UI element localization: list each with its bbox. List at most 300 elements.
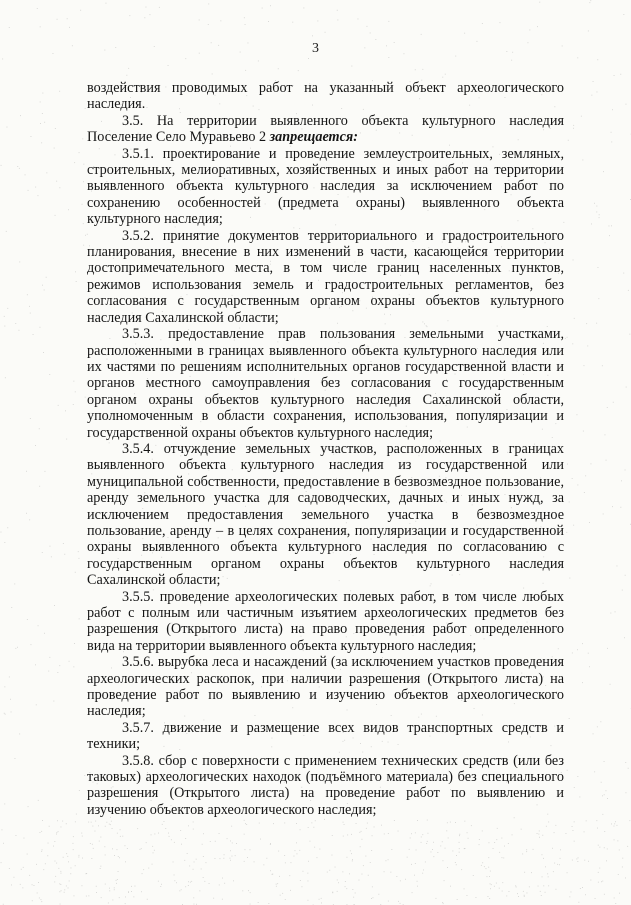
- scan-speck: [342, 871, 343, 872]
- scan-speck: [17, 647, 18, 648]
- scan-speck: [358, 19, 359, 20]
- scan-speck: [222, 899, 223, 900]
- scan-speck: [391, 849, 392, 850]
- scan-speck: [366, 828, 367, 829]
- scan-speck: [125, 845, 126, 846]
- scan-speck: [152, 864, 153, 865]
- scan-speck: [57, 820, 58, 821]
- scan-speck: [245, 823, 246, 824]
- scan-speck: [594, 771, 595, 772]
- scan-speck: [49, 657, 50, 658]
- scan-speck: [302, 886, 303, 887]
- scan-speck: [589, 522, 590, 523]
- scan-speck: [250, 892, 251, 893]
- scan-speck: [343, 822, 344, 823]
- scan-speck: [613, 402, 614, 403]
- scan-speck: [353, 897, 354, 898]
- scan-speck: [604, 761, 605, 762]
- scan-speck: [459, 842, 460, 843]
- scan-speck: [591, 463, 592, 464]
- scan-speck: [572, 343, 573, 344]
- scan-speck: [625, 762, 626, 763]
- scan-speck: [104, 846, 105, 847]
- scan-speck: [370, 862, 371, 863]
- scan-speck: [30, 418, 31, 419]
- scan-speck: [577, 414, 578, 415]
- scan-speck: [206, 862, 207, 863]
- scan-speck: [203, 877, 204, 878]
- scan-speck: [144, 17, 145, 18]
- scan-speck: [230, 850, 231, 851]
- scan-speck: [68, 209, 69, 210]
- scan-speck: [250, 904, 251, 905]
- scan-speck: [502, 882, 503, 883]
- scan-speck: [96, 886, 97, 887]
- scan-speck: [11, 885, 12, 886]
- scan-speck: [352, 861, 353, 862]
- scan-speck: [374, 827, 375, 828]
- scan-speck: [597, 92, 598, 93]
- scan-speck: [108, 903, 109, 904]
- scan-speck: [426, 843, 427, 844]
- scan-speck: [40, 832, 41, 833]
- scan-speck: [345, 881, 346, 882]
- scan-speck: [539, 2, 540, 3]
- scan-speck: [268, 21, 269, 22]
- scan-speck: [62, 821, 63, 822]
- scan-speck: [588, 653, 589, 654]
- scan-speck: [279, 876, 280, 877]
- scan-speck: [352, 889, 353, 890]
- scan-speck: [572, 478, 573, 479]
- scan-speck: [64, 554, 65, 555]
- scan-speck: [150, 14, 151, 15]
- scan-speck: [220, 858, 221, 859]
- scan-speck: [248, 890, 249, 891]
- scan-speck: [220, 20, 221, 21]
- scan-speck: [625, 878, 626, 879]
- scan-speck: [129, 15, 130, 16]
- scan-speck: [100, 866, 101, 867]
- scan-speck: [414, 875, 415, 876]
- scan-speck: [224, 883, 225, 884]
- scan-speck: [91, 822, 92, 823]
- scan-speck: [482, 831, 483, 832]
- scan-speck: [39, 898, 40, 899]
- scan-speck: [567, 337, 568, 338]
- scan-speck: [273, 823, 274, 824]
- paragraph-text: 3.5.2. принятие документов территориального и градостроительного планирования, внесение в них изменений в части, касающейся территории достопримечательного места, в том числе границ населенных пунктов, режимов использования земель и градостроительных регламентов, без согласования с государственным органом охраны объектов культурного наследия Сахалинской области;: [87, 227, 564, 326]
- scan-speck: [308, 881, 309, 882]
- scan-speck: [58, 868, 59, 869]
- scan-speck: [624, 637, 625, 638]
- scan-speck: [390, 872, 391, 873]
- scan-speck: [56, 181, 57, 182]
- scan-speck: [27, 294, 28, 295]
- scan-speck: [128, 892, 129, 893]
- scan-speck: [277, 883, 278, 884]
- scan-speck: [242, 890, 243, 891]
- scan-speck: [278, 851, 279, 852]
- scan-speck: [620, 74, 621, 75]
- scan-speck: [180, 830, 181, 831]
- scan-speck: [125, 897, 126, 898]
- paragraph-3-5-6: [87, 654, 564, 720]
- scan-speck: [626, 104, 627, 105]
- scan-speck: [126, 75, 127, 76]
- scan-speck: [42, 285, 43, 286]
- scan-speck: [582, 887, 583, 888]
- scan-speck: [82, 204, 83, 205]
- scan-speck: [604, 794, 605, 795]
- scan-speck: [542, 876, 543, 877]
- scan-speck: [85, 397, 86, 398]
- scan-speck: [598, 872, 599, 873]
- scan-speck: [604, 847, 605, 848]
- scan-speck: [303, 871, 304, 872]
- paragraph-3-5-5: [87, 589, 564, 655]
- paragraph-text: 3.5.7. движение и размещение всех видов транспортных средств и техники;: [87, 719, 564, 753]
- scan-speck: [461, 869, 462, 870]
- scan-speck: [105, 855, 106, 856]
- scan-speck: [600, 721, 601, 722]
- scan-speck: [36, 704, 37, 705]
- scan-speck: [143, 869, 144, 870]
- scan-speck: [490, 871, 491, 872]
- scan-speck: [294, 856, 295, 857]
- paragraph-3-5-3: [87, 326, 564, 441]
- paragraph-text: 3.5.5. проведение археологических полевых работ, в том числе любых работ с полным или частичным изъятием археологических предметов без разрешения (Открытого листа) на право проведения работ определенного вида на территории выявленного объекта культурного наследия;: [87, 588, 564, 654]
- scan-speck: [603, 171, 604, 172]
- scan-speck: [488, 867, 489, 868]
- scan-speck: [34, 885, 35, 886]
- scan-speck: [291, 862, 292, 863]
- scan-speck: [490, 888, 491, 889]
- scan-speck: [83, 164, 84, 165]
- scan-speck: [46, 172, 47, 173]
- scan-speck: [56, 863, 57, 864]
- scan-speck: [57, 19, 58, 20]
- scan-speck: [146, 7, 147, 8]
- scan-speck: [388, 21, 389, 22]
- scan-speck: [45, 471, 46, 472]
- scan-speck: [502, 891, 503, 892]
- scan-speck: [602, 365, 603, 366]
- scan-speck: [468, 838, 469, 839]
- scan-speck: [68, 888, 69, 889]
- scan-speck: [36, 864, 37, 865]
- scan-speck: [208, 24, 209, 25]
- scan-speck: [486, 868, 487, 869]
- scan-speck: [411, 864, 412, 865]
- scan-speck: [427, 841, 428, 842]
- scan-speck: [628, 768, 629, 769]
- scan-speck: [312, 35, 313, 36]
- scan-speck: [258, 902, 259, 903]
- scan-speck: [539, 831, 540, 832]
- scan-speck: [612, 506, 613, 507]
- scan-speck: [459, 834, 460, 835]
- scan-speck: [160, 886, 161, 887]
- scan-speck: [337, 891, 338, 892]
- scan-speck: [583, 431, 584, 432]
- scan-speck: [442, 841, 443, 842]
- scan-speck: [625, 575, 626, 576]
- scan-speck: [61, 827, 62, 828]
- scan-speck: [64, 892, 65, 893]
- scan-speck: [212, 74, 213, 75]
- scan-speck: [362, 874, 363, 875]
- scan-speck: [617, 825, 618, 826]
- scan-speck: [452, 851, 453, 852]
- scan-speck: [319, 899, 320, 900]
- scan-speck: [459, 852, 460, 853]
- scan-speck: [71, 868, 72, 869]
- scan-speck: [347, 835, 348, 836]
- scan-speck: [233, 880, 234, 881]
- scan-speck: [529, 886, 530, 887]
- scan-speck: [105, 826, 106, 827]
- scan-speck: [517, 893, 518, 894]
- scan-speck: [489, 898, 490, 899]
- scan-speck: [284, 855, 285, 856]
- scan-speck: [193, 897, 194, 898]
- scan-speck: [282, 893, 283, 894]
- scan-speck: [421, 842, 422, 843]
- scan-speck: [573, 128, 574, 129]
- scan-speck: [617, 840, 618, 841]
- scan-speck: [526, 849, 527, 850]
- scan-speck: [230, 858, 231, 859]
- scan-speck: [359, 880, 360, 881]
- scan-speck: [110, 824, 111, 825]
- scan-speck: [19, 262, 20, 263]
- scan-speck: [599, 847, 600, 848]
- scan-speck: [315, 820, 316, 821]
- scan-speck: [81, 833, 82, 834]
- scan-speck: [351, 66, 352, 67]
- scan-speck: [278, 68, 279, 69]
- scan-speck: [16, 835, 17, 836]
- scan-speck: [524, 872, 525, 873]
- scan-speck: [236, 843, 237, 844]
- scan-speck: [15, 758, 16, 759]
- scan-speck: [41, 901, 42, 902]
- scan-speck: [589, 2, 590, 3]
- scan-speck: [152, 846, 153, 847]
- scan-speck: [50, 546, 51, 547]
- scan-speck: [99, 841, 100, 842]
- scan-speck: [284, 823, 285, 824]
- scan-speck: [75, 821, 76, 822]
- scan-speck: [582, 160, 583, 161]
- scan-speck: [127, 848, 128, 849]
- scan-speck: [49, 374, 50, 375]
- scan-speck: [560, 849, 561, 850]
- scan-speck: [497, 828, 498, 829]
- scan-speck: [607, 407, 608, 408]
- scan-speck: [41, 831, 42, 832]
- scan-speck: [60, 904, 61, 905]
- scan-speck: [569, 578, 570, 579]
- scan-speck: [19, 734, 20, 735]
- scan-speck: [428, 833, 429, 834]
- scan-speck: [245, 70, 246, 71]
- scan-speck: [53, 701, 54, 702]
- scan-speck: [59, 665, 60, 666]
- scan-speck: [188, 881, 189, 882]
- scan-speck: [244, 834, 245, 835]
- scan-speck: [54, 841, 55, 842]
- scan-speck: [538, 834, 539, 835]
- scan-speck: [125, 903, 126, 904]
- scan-speck: [262, 8, 263, 9]
- scan-speck: [398, 831, 399, 832]
- scan-speck: [272, 874, 273, 875]
- scan-speck: [522, 854, 523, 855]
- scan-speck: [629, 820, 630, 821]
- scan-speck: [38, 800, 39, 801]
- scan-speck: [467, 895, 468, 896]
- scan-speck: [317, 857, 318, 858]
- scan-speck: [574, 318, 575, 319]
- scan-speck: [2, 829, 3, 830]
- scan-speck: [415, 832, 416, 833]
- scan-speck: [41, 851, 42, 852]
- scan-speck: [372, 835, 373, 836]
- scan-speck: [73, 404, 74, 405]
- scan-speck: [423, 870, 424, 871]
- scan-speck: [7, 127, 8, 128]
- scan-speck: [555, 825, 556, 826]
- scan-speck: [512, 834, 513, 835]
- scan-speck: [556, 889, 557, 890]
- scan-speck: [276, 886, 277, 887]
- scan-speck: [479, 844, 480, 845]
- scan-speck: [599, 217, 600, 218]
- scan-speck: [47, 855, 48, 856]
- scan-speck: [436, 898, 437, 899]
- scan-speck: [219, 885, 220, 886]
- scan-speck: [409, 849, 410, 850]
- scan-speck: [307, 873, 308, 874]
- scan-speck: [349, 873, 350, 874]
- scan-speck: [370, 33, 371, 34]
- scan-speck: [524, 896, 525, 897]
- scan-speck: [455, 822, 456, 823]
- scan-speck: [44, 122, 45, 123]
- scan-speck: [361, 831, 362, 832]
- prohibited-emphasis: запрещается:: [269, 129, 358, 146]
- scan-speck: [344, 824, 345, 825]
- scan-speck: [141, 848, 142, 849]
- scan-speck: [539, 837, 540, 838]
- scan-speck: [1, 862, 2, 863]
- scan-speck: [622, 590, 623, 591]
- scan-speck: [292, 22, 293, 23]
- scan-speck: [576, 859, 577, 860]
- paragraph-text: 3.5. На территории выявленного объекта культурного наследия Поселение Село Муравьево 2: [87, 112, 564, 146]
- scan-speck: [609, 235, 610, 236]
- scan-speck: [456, 855, 457, 856]
- scan-speck: [114, 889, 115, 890]
- scan-speck: [131, 891, 132, 892]
- scan-speck: [146, 842, 147, 843]
- scan-speck: [57, 672, 58, 673]
- scan-speck: [609, 226, 610, 227]
- scan-speck: [518, 896, 519, 897]
- scan-speck: [48, 671, 49, 672]
- scan-speck: [232, 856, 233, 857]
- scan-speck: [578, 857, 579, 858]
- scan-speck: [231, 826, 232, 827]
- scan-speck: [623, 14, 624, 15]
- scan-speck: [58, 405, 59, 406]
- scan-speck: [386, 860, 387, 861]
- scan-speck: [90, 843, 91, 844]
- scan-speck: [614, 898, 615, 899]
- scan-speck: [86, 896, 87, 897]
- scan-speck: [394, 820, 395, 821]
- scan-speck: [48, 843, 49, 844]
- scan-speck: [74, 643, 75, 644]
- scan-speck: [9, 27, 10, 28]
- scan-speck: [61, 890, 62, 891]
- scan-speck: [295, 850, 296, 851]
- scan-speck: [422, 834, 423, 835]
- scan-speck: [171, 839, 172, 840]
- scan-speck: [381, 825, 382, 826]
- scan-speck: [74, 162, 75, 163]
- scan-speck: [83, 223, 84, 224]
- scan-speck: [181, 844, 182, 845]
- scan-speck: [359, 832, 360, 833]
- scan-speck: [626, 387, 627, 388]
- scan-speck: [250, 849, 251, 850]
- scan-speck: [511, 60, 512, 61]
- scan-speck: [270, 843, 271, 844]
- scan-speck: [629, 334, 630, 335]
- scan-speck: [445, 74, 446, 75]
- scan-speck: [54, 148, 55, 149]
- scan-speck: [586, 820, 587, 821]
- scan-speck: [362, 839, 363, 840]
- scan-speck: [55, 128, 56, 129]
- scan-speck: [199, 890, 200, 891]
- scan-speck: [296, 842, 297, 843]
- scan-speck: [270, 844, 271, 845]
- scan-speck: [431, 852, 432, 853]
- scan-speck: [53, 846, 54, 847]
- scan-speck: [101, 897, 102, 898]
- paragraph-text: 3.5.1. проектирование и проведение землеустроительных, земляных, строительных, мелиоративных, хозяйственных и иных работ на территории выявленного объекта культурного наследия за исключением работ по сохранению особенностей (предмета охраны) выявленного объекта культурного наследия;: [87, 145, 564, 228]
- scan-speck: [98, 825, 99, 826]
- scan-speck: [577, 861, 578, 862]
- scan-speck: [254, 861, 255, 862]
- scan-speck: [30, 313, 31, 314]
- scan-speck: [496, 883, 497, 884]
- scan-speck: [611, 225, 612, 226]
- scan-speck: [447, 867, 448, 868]
- scan-speck: [591, 95, 592, 96]
- scan-speck: [2, 59, 3, 60]
- scan-speck: [604, 831, 605, 832]
- scan-speck: [601, 782, 602, 783]
- paragraph-text: 3.5.3. предоставление прав пользования земельными участками, расположенными в границах выявленного объекта культурного наследия или их частями по решениям исполнительных органов государственной власти и органов местного самоуправления без согласования с государственным органом охраны объектов культурного наследия Сахалинской области, уполномоченным в области сохранения, использования, популяризации и государственной охраны объектов культурного наследия;: [87, 326, 564, 441]
- scan-speck: [66, 823, 67, 824]
- scan-speck: [577, 57, 578, 58]
- scan-speck: [76, 281, 77, 282]
